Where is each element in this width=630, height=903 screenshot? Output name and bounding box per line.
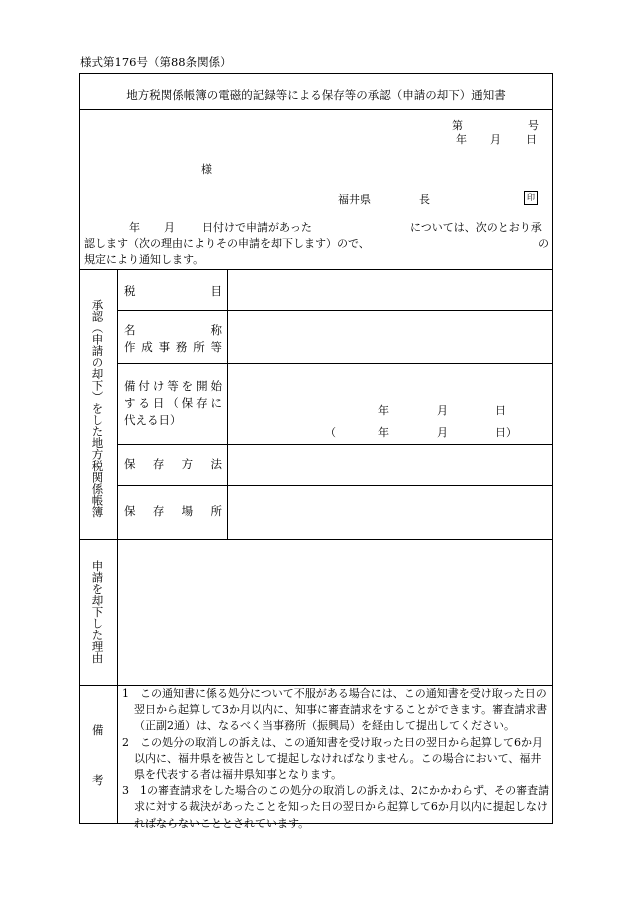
start-month: 月 [437, 404, 448, 417]
reason-section-label: 申請を却下した理由 [90, 560, 105, 664]
divider [117, 310, 553, 311]
note-item: 3 1の審査請求をした場合のこの処分の取消しの訴えは、2にかかわらず、その審査請求に対する裁決があったことを知った日の翌日から起算して6か月以内に提起しなければならないこととされています。 [122, 784, 550, 830]
note-item: 1 この通知書に係る処分について不服がある場合には、この通知書を受け取った日の翌日から起算して3か月以内に、知事に審査請求をすることができます。審査請求書（正副2通）は、なるべく当事務所（振興局）を経由して提出してください。 [122, 687, 548, 733]
body-line1: 日付けで申請があった [202, 221, 312, 234]
issuer-title: 長 [419, 193, 430, 206]
addressee-suffix: 様 [201, 163, 212, 176]
label-meisho [124, 322, 222, 356]
start2-open: （ [325, 426, 336, 439]
form-number: 様式第176号（第88条関係） [80, 55, 232, 69]
date-day: 日 [526, 133, 537, 146]
label-meisho-line1: 名 称 [124, 323, 222, 337]
label-zeimoku: 税 目 [124, 284, 222, 298]
body-line1-right: については、次のとおり承 [410, 221, 542, 234]
label-start-line2: する日（保存に [124, 396, 222, 410]
divider [117, 485, 553, 486]
date-year: 年 [456, 133, 467, 146]
notes-list [122, 686, 550, 832]
divider [117, 444, 553, 445]
document-title: 地方税関係帳簿の電磁的記録等による保存等の承認（申請の却下）通知書 [126, 88, 506, 102]
note-item: 2 この処分の取消しの訴えは、この通知書を受け取った日の翌日から起算して6か月以内に、福井県を被告として提起しなければなりません。この場合において、福井県を代表する者は福井県知事となります。 [122, 735, 543, 782]
start-year: 年 [378, 404, 389, 417]
label-meisho-line2: 作成事務所等 [124, 340, 222, 354]
label-method: 保 存 方 法 [124, 457, 222, 471]
notes-label-1: 備 [92, 723, 104, 737]
label-start-line1: 備付け等を開始 [124, 379, 222, 393]
body-line2: 認します（次の理由によりその申請を却下します）ので、 [84, 237, 370, 250]
body-year: 年 [129, 221, 140, 234]
issuer-prefecture: 福井県 [338, 193, 371, 206]
start2-year: 年 [378, 426, 389, 439]
notes-label-2: 考 [92, 773, 104, 787]
date-month: 月 [490, 133, 501, 146]
doc-number-dai: 第 [452, 119, 463, 132]
label-start-line3: 代える日） [124, 413, 182, 427]
label-start-date [124, 378, 222, 429]
seal-mark: 印 [524, 190, 538, 205]
doc-number-go: 号 [528, 119, 539, 132]
divider [79, 109, 553, 110]
divider [117, 269, 118, 824]
divider [79, 539, 553, 540]
body-line2-right: の [538, 237, 549, 250]
start2-day: 日） [495, 426, 517, 439]
body-month: 月 [164, 221, 175, 234]
divider [79, 269, 553, 270]
body-line3: 規定により通知します。 [84, 253, 205, 266]
books-section-label: 承認（申請の却下）をした地方税関係帳簿 [90, 299, 105, 518]
label-place: 保 存 場 所 [124, 504, 222, 518]
divider [117, 363, 553, 364]
start-day: 日 [495, 404, 506, 417]
start2-month: 月 [437, 426, 448, 439]
